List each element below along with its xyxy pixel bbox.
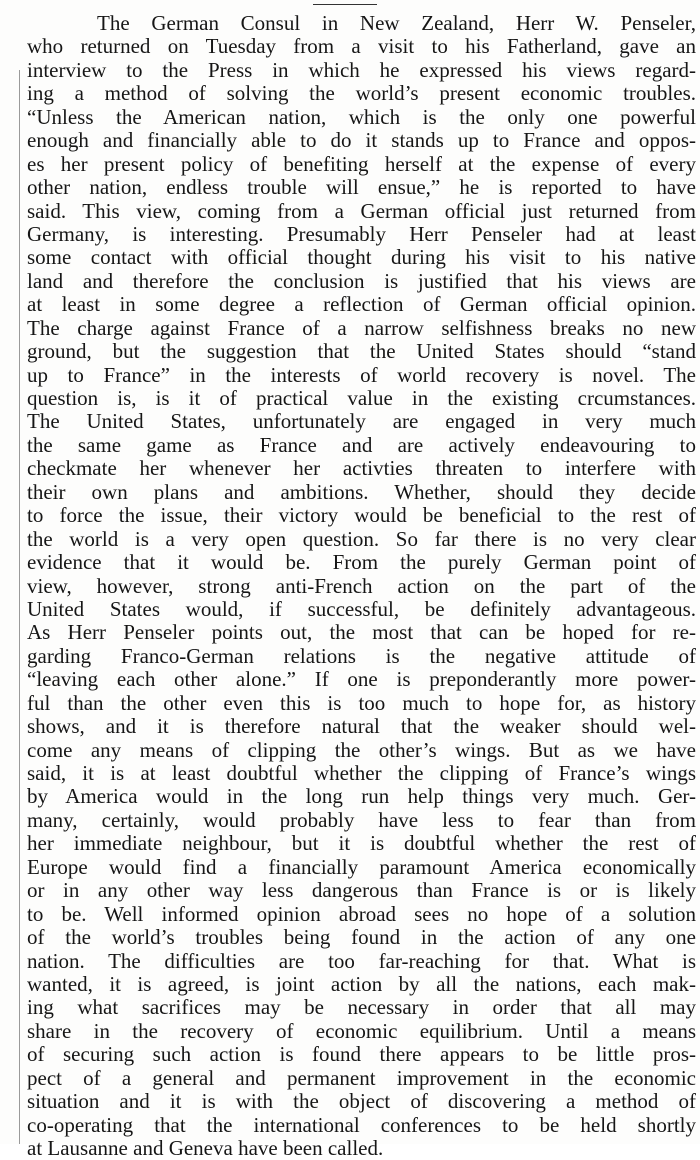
article-body [27,12,696,1160]
article-line: by America would in the long run help things very much. Ger- [27,784,696,809]
article-line: said. This view, coming from a German official just returned from [27,198,696,223]
article-line: situation and it is with the object of discovering a method of [27,1089,696,1114]
article-line: question is, is it of practical value in the existing crcumstances. [27,386,696,410]
article-line: come any means of clipping the other’s wings. But as we have [27,737,696,762]
article-line: “leaving each other alone.” If one is preponderantly more power- [27,667,696,692]
article-line: up to France” in the interests of world recovery is novel. The [27,362,696,387]
article-line: of the world’s troubles being found in the action of any one [27,925,696,950]
article-line: share in the recovery of economic equilibrium. Until a means [27,1018,696,1043]
article-line: to be. Well informed opinion abroad sees no hope of a solution [27,901,696,926]
article-line: some contact with official thought during his visit to his native [27,245,696,270]
column-left-border [19,70,20,1144]
top-divider-rule [313,4,377,5]
article-line: at Lausanne and Geneva have been called. [27,1136,384,1160]
article-line: ing a method of solving the world’s present economic troubles. [27,81,696,106]
article-line: ing what sacrifices may be necessary in order that all may [27,995,696,1020]
article-line: Germany, is interesting. Presumably Herr Penseler had at least [27,221,696,246]
article-line: Europe would find a financially paramount America economically [27,854,696,879]
article-line: of securing such action is found there appears to be little pros- [27,1042,696,1067]
article-line: es her present policy of benefiting herself at the expense of every [27,151,696,176]
article-line: the same game as France and are actively endeavouring to [27,432,696,457]
article-line: other nation, endless trouble will ensue,” he is reported to have [27,175,696,200]
article-line: The United States, unfortunately are engaged in very much [27,409,696,434]
article-line: who returned on Tuesday from a visit to his Fatherland, gave an [27,34,696,59]
article-line: The charge against France of a narrow selfishness breaks no new [27,315,696,340]
article-line: view, however, strong anti-French action on the part of the [27,573,696,598]
article-line: ground, but the suggestion that the United States should “stand [27,339,696,364]
article-line: evidence that it would be. From the purely German point of [27,550,696,575]
article-line: United States would, if successful, be definitely advantageous. [27,596,696,621]
article-line: enough and financially able to do it stands up to France and oppos- [27,128,696,153]
article-line: ful than the other even this is too much to hope for, as history [27,690,696,715]
article-line: land and therefore the conclusion is justified that his views are [27,268,696,293]
article-line: “Unless the American nation, which is the only one powerful [27,104,696,129]
article-line: many, certainly, would probably have less to fear than from [27,807,696,832]
article-line: nation. The difficulties are too far-reaching for that. What is [27,948,696,973]
article-line: said, it is at least doubtful whether the clipping of France’s wings [27,761,696,785]
article-line: shows, and it is therefore natural that the weaker should wel- [27,714,696,739]
article-line: co-operating that the international conferences to be held shortly [27,1112,696,1137]
article-line: wanted, it is agreed, is joint action by all the nations, each mak- [27,971,696,996]
article-line: pect of a general and permanent improvement in the economic [27,1065,696,1090]
article-line: to force the issue, their victory would be beneficial to the rest of [27,503,696,528]
article-line: their own plans and ambitions. Whether, should they decide [27,479,696,504]
article-line: garding Franco-German relations is the negative attitude of [27,643,696,668]
article-line: checkmate her whenever her activties threaten to interfere with [27,456,696,481]
article-line: the world is a very open question. So far there is no very clear [27,526,696,551]
article-line: As Herr Penseler points out, the most that can be hoped for re- [27,620,696,645]
article-line: at least in some degree a reflection of German official opinion. [27,292,696,317]
article-line: interview to the Press in which he expressed his views regard- [27,57,696,82]
article-line: or in any other way less dangerous than France is or is likely [27,878,696,903]
article-line: her immediate neighbour, but it is doubtful whether the rest of [27,831,696,856]
article-line: The German Consul in New Zealand, Herr W. Penseler, [97,11,696,35]
